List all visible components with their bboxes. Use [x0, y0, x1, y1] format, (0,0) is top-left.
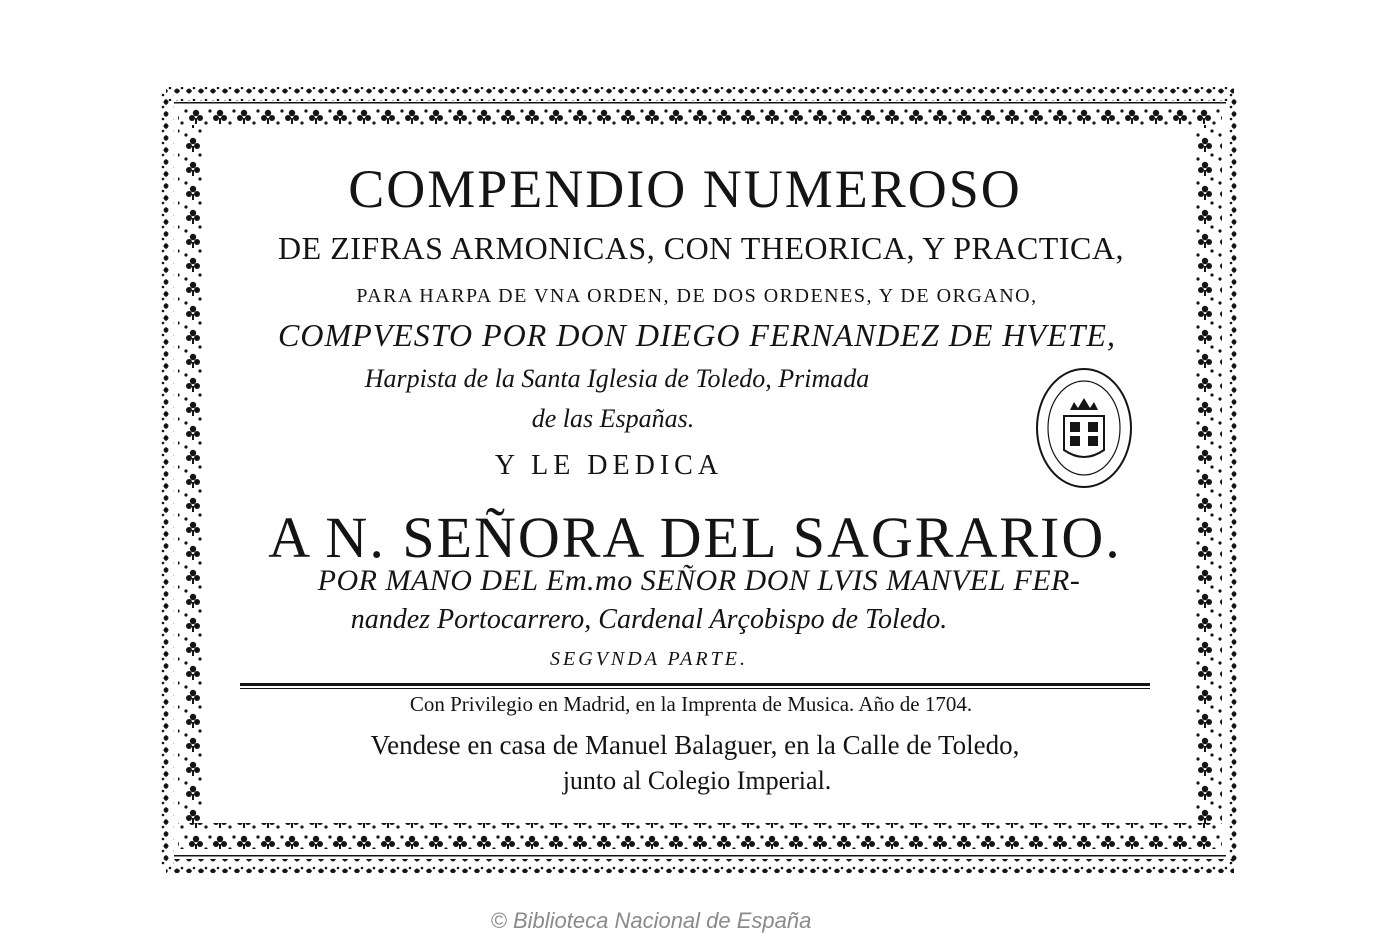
divider-rule-thick: [240, 683, 1150, 686]
imprint-line: Con Privilegio en Madrid, en la Imprenta de Musica. Año de 1704.: [409, 692, 973, 716]
seller-line-2: junto al Colegio Imperial.: [562, 766, 832, 795]
author-line: COMPVESTO POR DON DIEGO FERNANDEZ DE HVETE,: [278, 317, 1116, 353]
dedication-title: A N. SEÑORA DEL SAGRARIO.: [268, 505, 1122, 570]
copyright-footer: [0, 908, 1398, 934]
dedication-intro: Y LE DEDICA: [494, 450, 724, 481]
copyright-text: © Biblioteca Nacional de España: [490, 908, 812, 933]
patron-line: POR MANO DEL Em.mo SEÑOR DON LVIS MANVEL FER-: [317, 564, 1081, 597]
author-role-line: Harpista de la Santa Iglesia de Toledo, Primada: [364, 364, 870, 393]
divider-rule-thin: [240, 688, 1150, 689]
subtitle-harpa: PARA HARPA DE VNA ORDEN, DE DOS ORDENES, Y DE ORGANO,: [356, 285, 1038, 307]
library-stamp-icon: [1034, 366, 1134, 490]
part-label: SEGVNDA PARTE.: [550, 648, 748, 670]
author-role-line-2: de las Españas.: [531, 404, 695, 433]
patron-line-2: nandez Portocarrero, Cardenal Arçobispo de Toledo.: [350, 604, 948, 635]
subtitle-zifras: DE ZIFRAS ARMONICAS, CON THEORICA, Y PRACTICA,: [278, 230, 1124, 266]
title-main: COMPENDIO NUMEROSO: [348, 159, 1022, 219]
seller-line: Vendese en casa de Manuel Balaguer, en la Calle de Toledo,: [370, 730, 1020, 760]
